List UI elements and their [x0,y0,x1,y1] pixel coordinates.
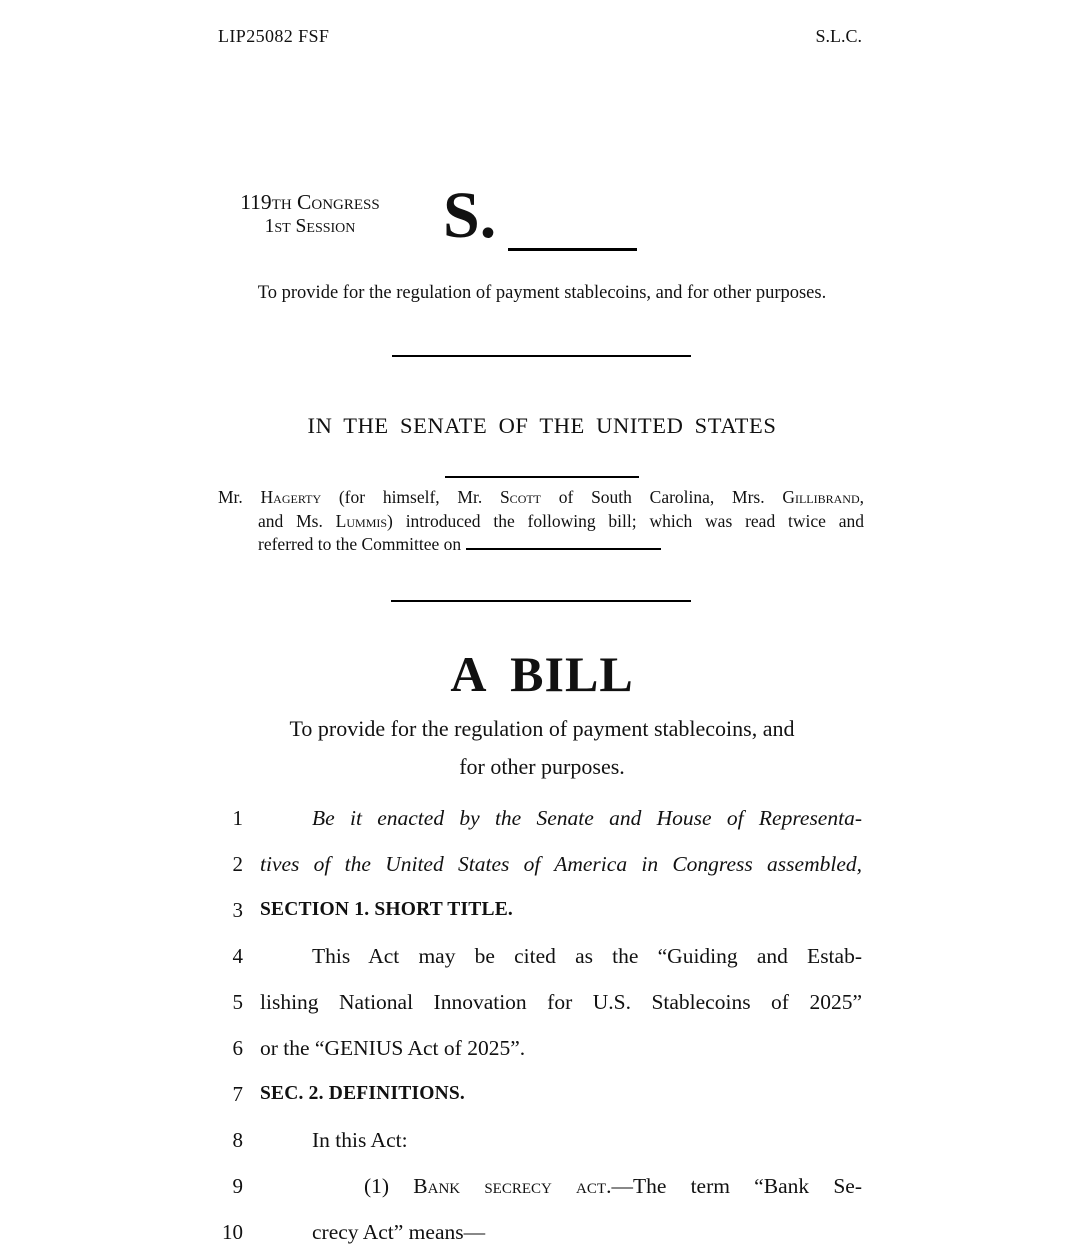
congress-session-block [210,190,410,239]
line-text: Be it enacted by the Senate and House of Representa- [312,806,862,830]
bill-title: A BILL [450,646,634,702]
line-number: 4 [232,944,243,968]
line-number: 5 [232,990,243,1014]
fill-in-blank [466,548,661,550]
line-number: 1 [232,806,243,830]
line-text: or the “GENIUS Act of 2025”. [260,1036,526,1060]
body-line [0,1163,1084,1209]
line-number: 3 [232,898,243,922]
line-number: 6 [232,1036,243,1060]
bill-body [0,795,1084,1248]
line-text: In this Act: [312,1128,408,1152]
body-line [0,933,1084,979]
line-number: 9 [232,1174,243,1198]
bill-number-blank [508,231,637,251]
line-number: 7 [232,1082,243,1106]
line-text: SEC. 2. DEFINITIONS. [260,1083,466,1104]
body-line [0,1025,1084,1071]
body-line [0,887,1084,933]
sponsor-line: Mr. Hagerty (for himself, Mr. Scott of South Carolina, Mrs. Gillibrand, [218,487,864,507]
line-text: SECTION 1. SHORT TITLE. [260,899,513,920]
line-number: 8 [232,1128,243,1152]
draft-code: LIP25082 FSF [218,26,330,46]
line-number: 10 [222,1220,243,1244]
official-title: To provide for the regulation of payment stablecoins, and for other purposes. [257,283,827,303]
body-line [0,795,1084,841]
line-text: This Act may be cited as the “Guiding and Estab- [312,944,862,968]
line-text: tives of the United States of America in Congress assembled, [260,852,862,876]
bill-preamble [0,710,1084,786]
sponsor-line: referred to the Committee on [218,533,864,557]
body-line [0,1071,1084,1117]
session-number: 1st Session [264,216,356,237]
line-text: crecy Act” means— [312,1220,486,1244]
chamber-heading: IN THE SENATE OF THE UNITED STATES [307,413,777,438]
body-line [0,1117,1084,1163]
divider-rule [392,355,691,357]
bill-preamble-line: for other purposes. [459,754,625,779]
sponsor-paragraph [218,486,864,557]
slc-label: S.L.C. [815,26,862,46]
body-line [0,841,1084,887]
line-text: lishing National Innovation for U.S. Stablecoins of 2025” [260,990,862,1014]
divider-rule [391,600,691,602]
line-number: 2 [232,852,243,876]
congress-number: 119th Congress [240,190,380,214]
body-line [0,1209,1084,1248]
divider-rule-short [445,476,639,478]
bill-preamble-line: To provide for the regulation of payment stablecoins, and [289,716,795,741]
bill-number-prefix: S. [443,179,497,252]
line-text: (1) Bank secrecy act.—The term “Bank Se- [364,1174,862,1198]
body-line [0,979,1084,1025]
sponsor-line: and Ms. Lummis) introduced the following bill; which was read twice and [258,510,865,531]
